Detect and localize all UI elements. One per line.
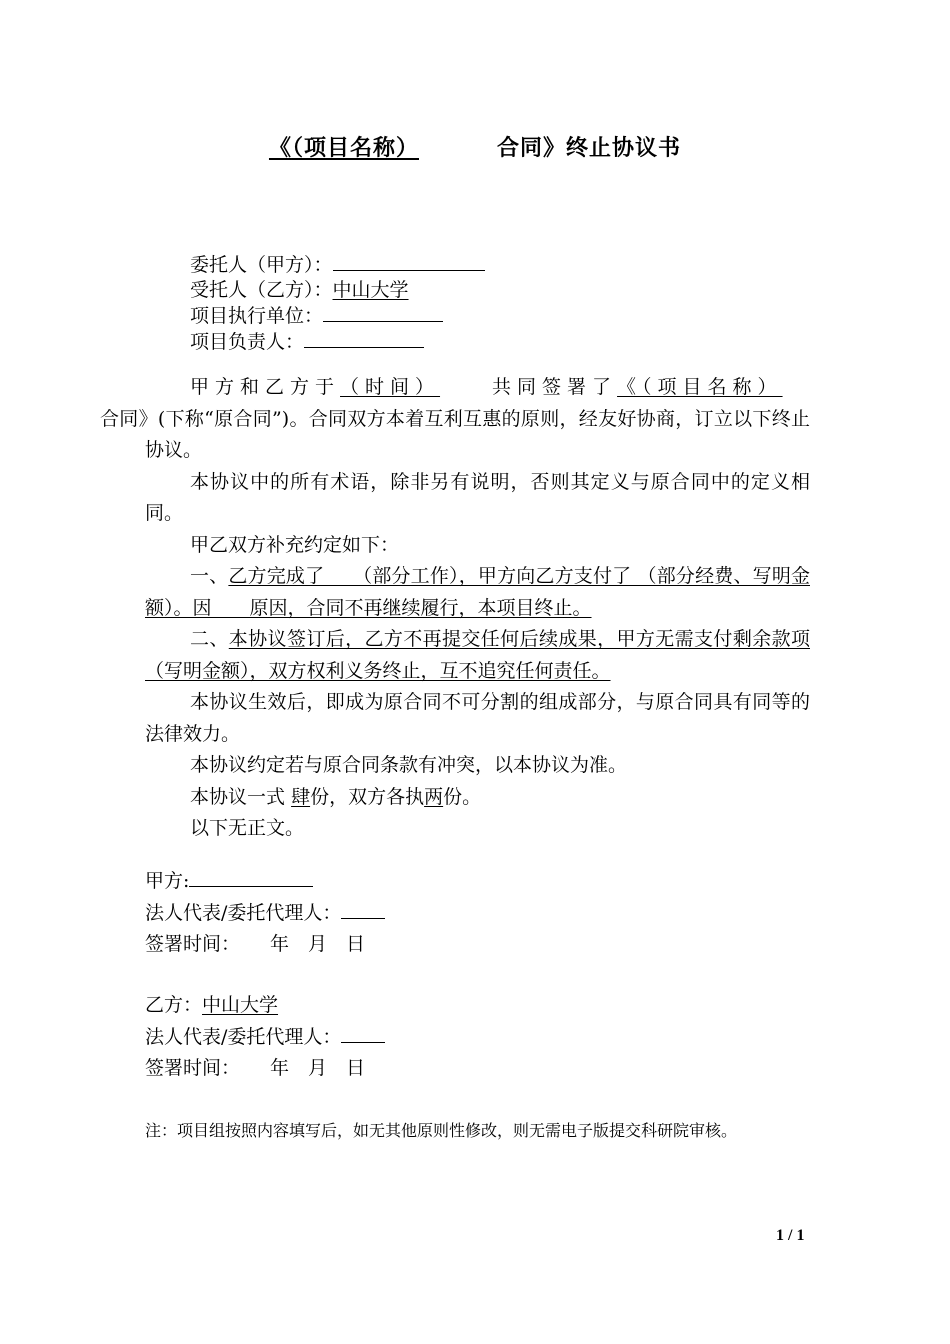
title-open: 《 xyxy=(268,135,292,161)
party-a-label: 委托人（甲方）： xyxy=(190,254,333,276)
party-b-line xyxy=(190,278,485,303)
signature-party-a: 甲方: 法人代表/委托代理人： 签署时间： 年 月 日 xyxy=(145,866,810,961)
title-project-placeholder: （项目名称） xyxy=(291,135,419,161)
party-info xyxy=(190,252,485,355)
signature-party-b: 乙方：中山大学 法人代表/委托代理人： 签署时间： 年 月 日 xyxy=(145,990,810,1085)
exec-unit-blank xyxy=(323,303,443,322)
paragraph-9: 以下无正文。 xyxy=(190,817,305,839)
party-a-line xyxy=(190,252,485,278)
project-placeholder: 《（项目名称） xyxy=(617,376,783,398)
party-b-name: 中山大学 xyxy=(332,279,409,301)
leader-line xyxy=(190,329,485,355)
footnote: 注：项目组按照内容填写后，如无其他原则性修改，则无需电子版提交科研院审核。 xyxy=(145,1121,738,1140)
clause-2: 二、本协议签订后，乙方不再提交任何后续成果，甲方无需支付剩余款项（写明金额），双方权利义务终止，互不追究任何责任。 xyxy=(145,628,810,682)
party-a-rep-blank xyxy=(341,900,385,919)
party-a-blank xyxy=(333,252,485,271)
time-placeholder: （时间） xyxy=(340,376,441,398)
copies-count: 肆 xyxy=(291,785,311,808)
paragraph-2: 本协议中的所有术语，除非另有说明，否则其定义与原合同中的定义相同。 xyxy=(145,470,810,524)
exec-unit-line xyxy=(190,303,485,329)
leader-label: 项目负责人： xyxy=(190,331,305,353)
agreement-body xyxy=(100,372,810,845)
title-close: 合同》终止协议书 xyxy=(497,135,682,161)
page-number: 1 / 1 xyxy=(776,1227,805,1244)
page-title xyxy=(0,132,950,164)
paragraph-7: 本协议约定若与原合同条款有冲突，以本协议为准。 xyxy=(190,754,628,776)
paragraph-1: 甲方和乙方于（时间） 共同签署了《（项目名称） 合同》(下称“原合同”)。合同双方本着互利互惠的原则，经友好协商，订立以下终止协议。 xyxy=(100,376,810,461)
leader-blank xyxy=(304,329,424,348)
party-b-label: 受托人（乙方）： xyxy=(190,279,333,301)
paragraph-8: 本协议一式 肆份，双方各执两份。 xyxy=(190,785,482,808)
party-b-rep-blank xyxy=(341,1024,385,1043)
each-count: 两 xyxy=(424,785,444,808)
exec-unit-label: 项目执行单位： xyxy=(190,305,324,327)
party-a-sign-blank xyxy=(189,868,313,887)
clause-1: 一、乙方完成了 （部分工作），甲方向乙方支付了 （部分经费、写明金额）。因 原因，合同不再继续履行，本项目终止。 xyxy=(145,565,810,619)
paragraph-6: 本协议生效后，即成为原合同不可分割的组成部分，与原合同具有同等的法律效力。 xyxy=(145,691,810,745)
paragraph-3: 甲乙双方补充约定如下： xyxy=(190,533,400,556)
